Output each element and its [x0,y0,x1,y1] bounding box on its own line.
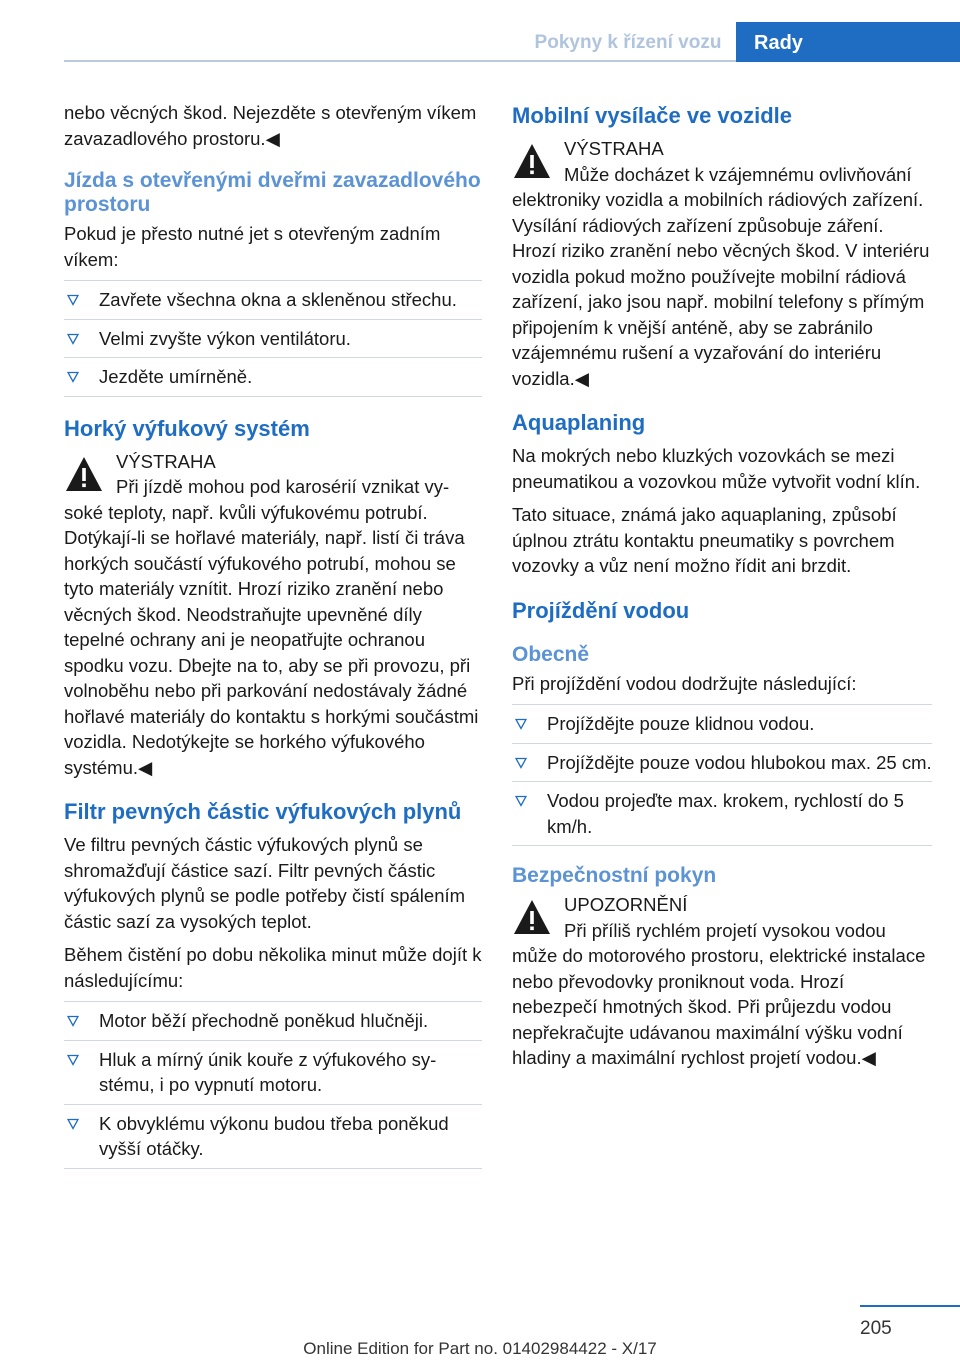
header-section-tab[interactable]: Pokyny k řízení vozu [534,32,722,53]
warning-triangle-icon [512,896,552,938]
section-hot-exhaust-title: Horký výfukový systém [64,415,310,441]
footer-edition: Online Edition for Part no. 01402984422 - X/17 [303,1339,657,1358]
list-item: Projíždějte pouze klidnou vodou. [512,705,932,744]
warning-text: Při příliš rychlém projetí vysokou vodou může do motorového prostoru, elektrické instalace nebo převodovky proniknout voda. Hrozí nebezpečí hmotných škod. Při průjezdu vodou nepřekračujte udávanou maximální výšku vodní hladiny a maximální rychlost projetí vodou.◀ [512,919,926,1068]
section-open-trunk-text: Pokud je přesto nutné jet s otevřeným zadním víkem: [64,223,441,270]
list-item: Vodou projeďte max. krokem, rychlostí do 5 km/h. [512,782,932,846]
list-item: Projíždějte pouze vodou hlubokou max. 25 cm. [512,744,932,783]
warning-triangle-icon [64,453,104,495]
page-number: 205 [860,1318,892,1339]
warning-mobile-transmitters [512,136,932,391]
general-text: Při projíždění vodou dodržujte následující: [512,672,857,694]
warning-title: VÝSTRAHA [564,138,664,159]
bullet-triangle-icon [67,1015,79,1027]
bullet-triangle-icon [515,718,527,730]
section-open-trunk-title: Jízda s otevřenými dveřmi zavazadlového prostoru [64,169,481,216]
particle-filter-text-1: Ve filtru pevných částic výfukových plynů se shromažďují částice sazí. Filtr pevných částic výfukových plynů se podle potřeby čistí spálením částic sazí za vysokých teplot. [64,834,466,932]
list-item: Hluk a mírný únik kouře z výfukového systému, i po vypnutí motoru. [64,1041,482,1105]
particle-filter-text-2: Během čistění po dobu několika minut může dojít k následujícímu: [64,944,482,991]
warning-water-crossing [512,892,932,1071]
aquaplaning-text-2: Tato situace, známá jako aquaplaning, způsobí úplnou ztrátu kontaktu pneumatiky s povrchem vozovky a vůz není možno řídit ani brzdit. [512,504,897,576]
right-column [512,100,932,1079]
list-item: Zavřete všechna okna a skleněnou střechu. [64,281,482,320]
bullet-triangle-icon [67,333,79,345]
intro-text: nebo věcných škod. Nejezděte s otevřeným víkem zavazadlového prostoru.◀ [64,102,477,149]
section-aquaplaning-title: Aquaplaning [512,410,646,435]
warning-text: Při jízdě mohou pod karosérií vznikat vysoké teploty, např. kvůli výfukovému potrubí. Dotýkají-li se hořlavé materiály, např. listí či tráva horkých součástí výfukového potrubí, mohou se tyto materiály vznítit. Hrozí riziko zranění nebo věcných škod. Neodstraňujte upevněné díly tepelné ochrany ani je neopatřujte ochranou spodku vozu. Dbejte na to, aby se při provozu, při volnoběhu nebo při parkování nedostávaly žádné hořlavé materiály do kontaktu s horkými součástmi vozidla. Nedotýkejte se horkého výfukového systému.◀ [64,476,479,778]
particle-filter-list [64,1001,482,1169]
bullet-triangle-icon [67,371,79,383]
bullet-triangle-icon [67,1054,79,1066]
section-water-crossing-title: Projíždění vodou [512,597,690,623]
subsection-safety-title: Bezpečnostní pokyn [512,864,717,887]
bullet-triangle-icon [515,757,527,769]
left-column [64,100,482,1177]
bullet-triangle-icon [67,294,79,306]
warning-title: UPOZORNĚNÍ [564,894,688,915]
header-chapter-tab[interactable]: Rady [736,22,960,62]
warning-title: VÝSTRAHA [116,450,216,472]
warning-triangle-icon [512,140,552,182]
list-item: K obvyklému výkonu budou třeba poněkud vyšší otáčky. [64,1105,482,1169]
bullet-triangle-icon [515,795,527,807]
page-number-rule [860,1305,960,1307]
list-item: Velmi zvyšte výkon ventilátoru. [64,320,482,359]
section-mobile-transmitters-title: Mobilní vysílače ve vozidle [512,103,792,128]
list-item: Jezděte umírněně. [64,358,482,397]
subsection-general-title: Obecně [512,642,590,666]
warning-text: Může docházet k vzájemnému ovlivňování elektroniky vozidla a mobilních rádiových zařízení. Vysílání rádiových zařízení způsobuje záření. Hrozí riziko zranění nebo věcných škod. V interiéru vozidla pokud možno používejte mobilní rádiová zařízení, jako jsou např. mobilní telefony s přímým připojením k vnější anténě, aby se zabránilo vzájemnému rušení a vyzařování do interiéru vozidla.◀ [512,163,930,389]
list-item: Motor běží přechodně poněkud hlučněji. [64,1002,482,1041]
section-particle-filter-title: Filtr pevných částic výfukových plynů [64,799,462,824]
open-trunk-list [64,280,482,397]
aquaplaning-text-1: Na mokrých nebo kluzkých vozovkách se mezi pneumatikou a vozovkou může vytvořit vodní klín. [512,445,921,492]
water-crossing-list [512,704,932,846]
warning-hot-exhaust [64,449,482,781]
bullet-triangle-icon [67,1118,79,1130]
